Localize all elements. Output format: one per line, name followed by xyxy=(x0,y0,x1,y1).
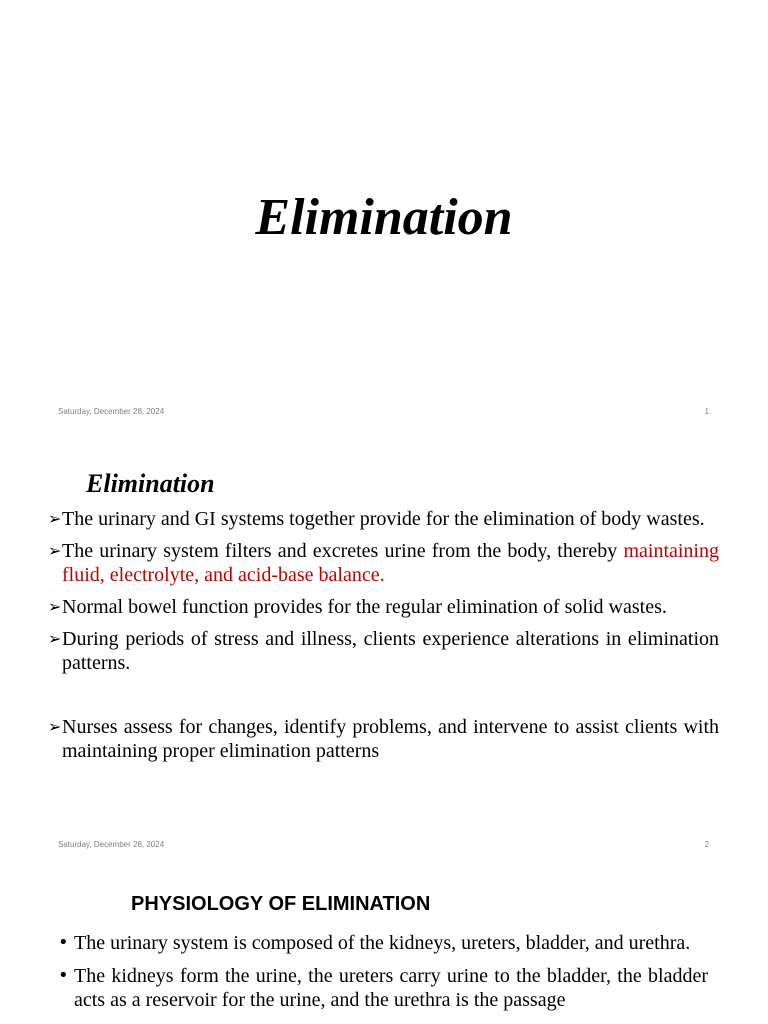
list-item xyxy=(48,627,719,675)
slide-2 xyxy=(0,433,768,866)
arrow-bullet-icon: ➢ xyxy=(48,717,62,736)
arrow-bullet-icon: ➢ xyxy=(48,629,62,648)
slide-2-page-number: 2 xyxy=(704,840,709,849)
list-item xyxy=(48,715,719,763)
list-item xyxy=(58,964,708,1012)
list-item-highlight-text: maintaining fluid, electrolyte, and acid-base balance. xyxy=(62,540,719,586)
bullet-dot-icon: • xyxy=(58,965,69,986)
slide-1 xyxy=(0,0,768,433)
list-item-text: Normal bowel function provides for the regular elimination of solid wastes. xyxy=(62,596,667,618)
slide-2-footer-date: Saturday, December 28, 2024 xyxy=(58,840,165,849)
list-item xyxy=(58,931,708,955)
list-item-text: The urinary and GI systems together provide for the elimination of body wastes. xyxy=(62,508,705,530)
slide-2-bullet-list xyxy=(48,507,719,771)
slide-1-title: Elimination xyxy=(255,189,513,246)
list-item xyxy=(48,539,719,587)
slide-3-title: PHYSIOLOGY OF ELIMINATION xyxy=(131,893,431,915)
slide-2-title: Elimination xyxy=(86,469,215,498)
arrow-bullet-icon: ➢ xyxy=(48,541,62,560)
slide-1-footer-date: Saturday, December 28, 2024 xyxy=(58,407,165,416)
slide-3 xyxy=(0,866,768,1024)
list-item xyxy=(48,507,719,531)
list-item-text: Nurses assess for changes, identify problems, and intervene to assist clients with maintaining proper elimination patterns xyxy=(62,716,719,762)
list-item xyxy=(48,595,719,619)
list-item-text: The urinary system filters and excretes urine from the body, thereby xyxy=(62,540,624,562)
list-item-text: The urinary system is composed of the kidneys, ureters, bladder, and urethra. xyxy=(74,932,691,954)
list-item-text: During periods of stress and illness, clients experience alterations in elimination patterns. xyxy=(62,628,719,674)
slide-3-bullet-list xyxy=(58,931,708,1021)
slide-1-page-number: 1 xyxy=(704,407,709,416)
bullet-dot-icon: • xyxy=(58,932,69,953)
arrow-bullet-icon: ➢ xyxy=(48,597,62,616)
arrow-bullet-icon: ➢ xyxy=(48,509,62,528)
list-item-text: The kidneys form the urine, the ureters carry urine to the bladder, the bladder acts as a reservoir for the urine, and the urethra is the passage xyxy=(74,965,708,1011)
